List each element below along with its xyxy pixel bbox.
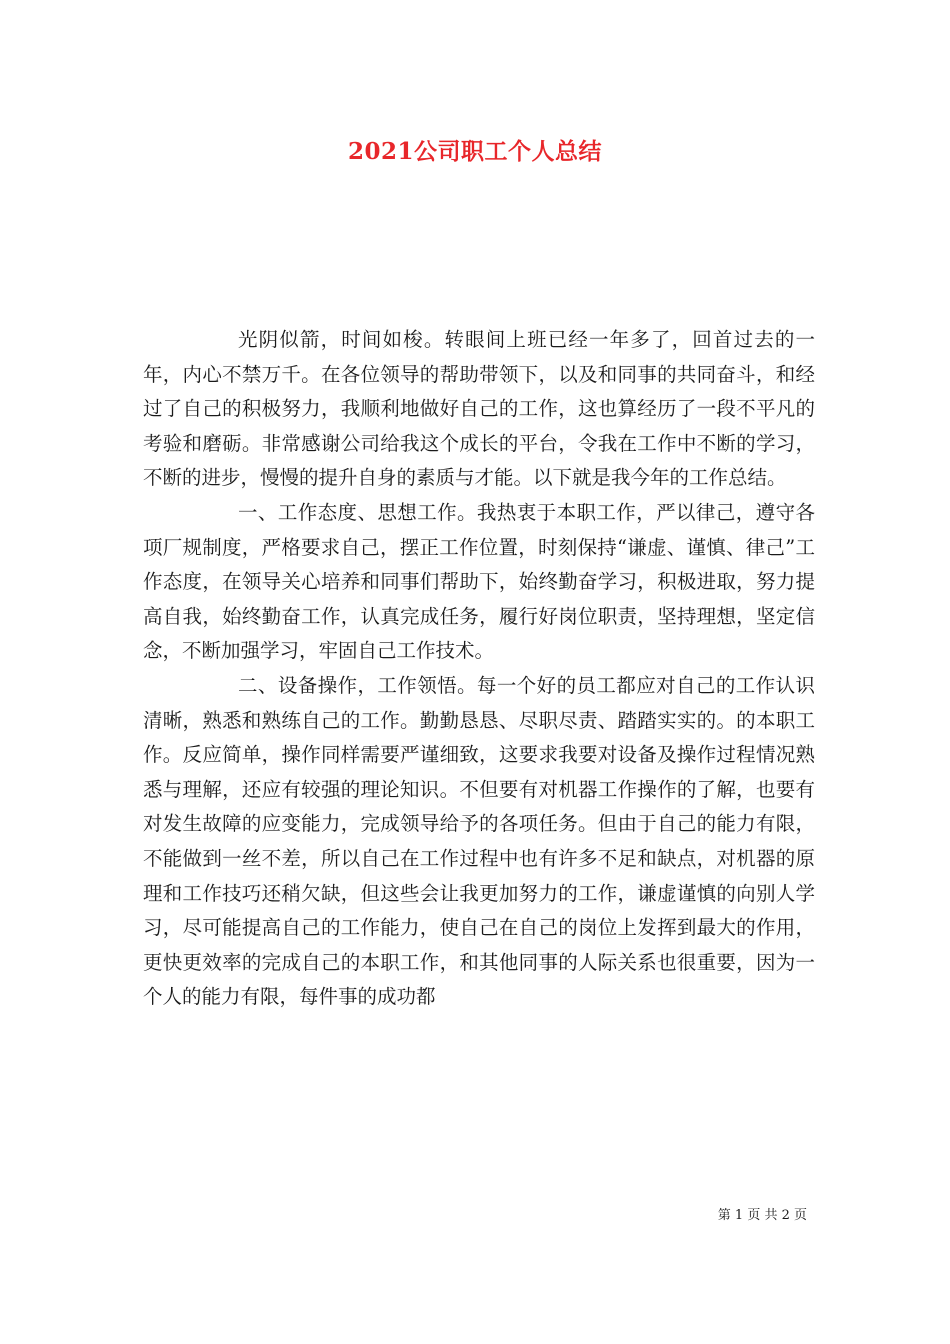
document-title: 2021公司职工个人总结 [347, 138, 602, 165]
paragraph-section-2: 二、设备操作，工作领悟。每一个好的员工都应对自己的工作认识清晰，熟悉和熟练自己的工作。勤勤恳恳、尽职尽责、踏踏实实的。的本职工作。反应简单，操作同样需要严谨细致，这要求我要对设备及操作过程情况熟悉与理解，还应有较强的理论知识。不但要有对机器工作操作的了解，也要有对发生故障的应变能力，完成领导给予的各项任务。但由于自己的能力有限，不能做到一丝不差，所以自己在工作过程中也有许多不足和缺点，对机器的原理和工作技巧还稍欠缺，但这些会让我更加努力的工作，谦虚谨慎的向别人学习，尽可能提高自己的工作能力，使自己在自己的岗位上发挥到最大的作用，更快更效率的完成自己的本职工作，和其他同事的人际关系也很重要，因为一个人的能力有限，每件事的成功都 [143, 673, 815, 1009]
paragraph-intro: 光阴似箭，时间如梭。转眼间上班已经一年多了，回首过去的一年，内心不禁万千。在各位领导的帮助带领下，以及和同事的共同奋斗，和经过了自己的积极努力，我顺利地做好自己的工作，这也算经历了一段不平凡的考验和磨砺。非常感谢公司给我这个成长的平台，令我在工作中不断的学习，不断的进步，慢慢的提升自身的素质与才能。以下就是我今年的工作总结。 [143, 328, 815, 490]
document-body [143, 323, 815, 1015]
page-number-footer: 第 1 页 共 2 页 [717, 1208, 807, 1223]
paragraph-section-1: 一、工作态度、思想工作。我热衷于本职工作，严以律己，遵守各项厂规制度，严格要求自己，摆正工作位置，时刻保持“谦虚、谨慎、律己”工作态度，在领导关心培养和同事们帮助下，始终勤奋学习，积极进取，努力提高自我，始终勤奋工作，认真完成任务，履行好岗位职责，坚持理想，坚定信念，不断加强学习，牢固自己工作技术。 [143, 500, 815, 663]
